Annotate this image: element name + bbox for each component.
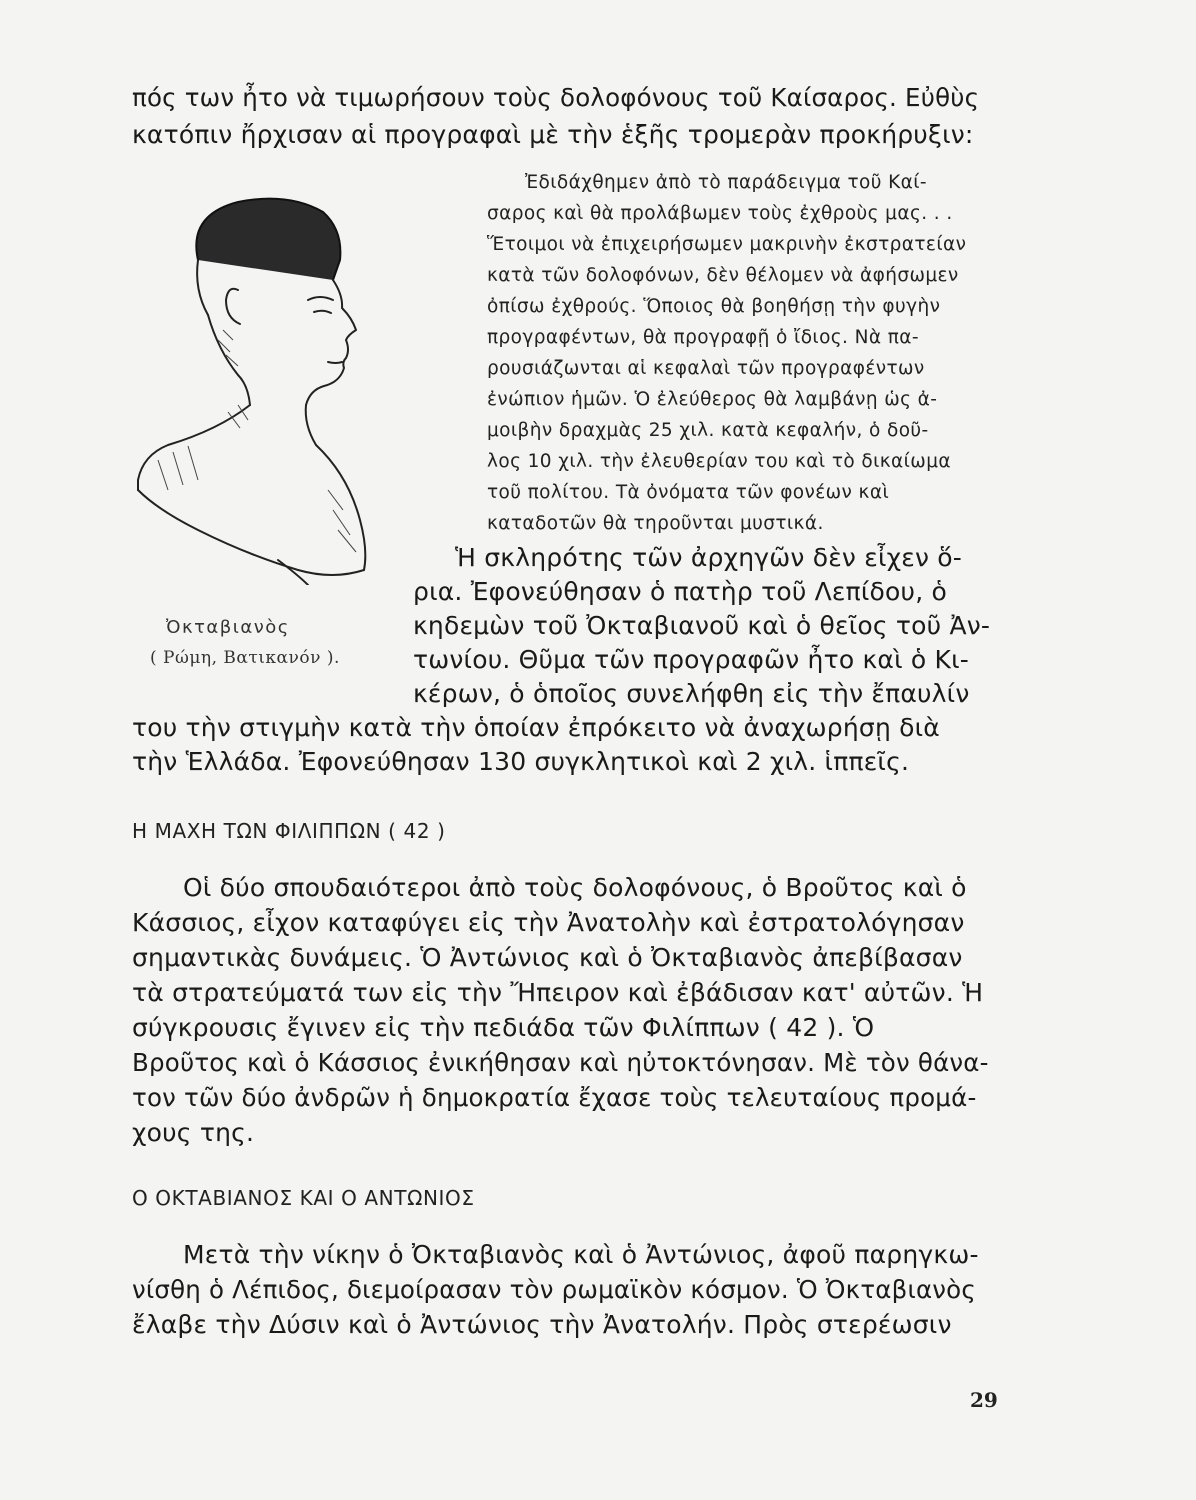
section-heading: Ο ΟΚΤΑΒΙΑΝΟΣ ΚΑΙ Ο ΑΝΤΩΝΙΟΣ — [132, 1186, 475, 1210]
text-line: Βροῦτος καὶ ὁ Κάσσιος ἐνικήθησαν καὶ ηὐτοκτόνησαν. Μὲ τὸν θάνα- — [132, 1048, 989, 1077]
quote-line: κατὰ τῶν δολοφόνων, δὲν θέλομεν νὰ ἀφήσωμεν — [487, 265, 959, 286]
text-line: τον τῶν δύο ἀνδρῶν ἡ δημοκρατία ἔχασε τοὺς τελευταίους προμά- — [132, 1083, 977, 1112]
text-line: Μετὰ τὴν νίκην ὁ Ὀκταβιανὸς καὶ ὁ Ἀντώνιος, ἀφοῦ παρηγκω- — [183, 1240, 979, 1269]
text-line: κηδεμὼν τοῦ Ὀκταβιανοῦ καὶ ὁ θεῖος τοῦ Ἀν- — [413, 611, 991, 640]
figure-caption-location: ( Ρώμη, Βατικανόν ). — [150, 648, 340, 668]
quote-line: Ἕτοιμοι νὰ ἐπιχειρήσωμεν μακρινὴν ἐκστρατείαν — [487, 234, 967, 255]
text-line: κέρων, ὁ ὁποῖος συνελήφθη εἰς τὴν ἔπαυλίν — [413, 679, 970, 708]
text-line: Ἡ σκληρότης τῶν ἀρχηγῶν δὲν εἶχεν ὅ- — [455, 543, 962, 572]
quote-line: καταδοτῶν θὰ τηροῦνται μυστικά. — [487, 513, 824, 534]
text-line: ρια. Ἐφονεύθησαν ὁ πατὴρ τοῦ Λεπίδου, ὁ — [413, 577, 947, 606]
quote-line: προγραφέντων, θὰ προγραφῇ ὁ ἴδιος. Νὰ πα- — [487, 327, 919, 348]
text-line: τὴν Ἑλλάδα. Ἐφονεύθησαν 130 συγκλητικοὶ καὶ 2 χιλ. ἱππεῖς. — [132, 747, 910, 776]
quote-line: Ἐδιδάχθημεν ἀπὸ τὸ παράδειγμα τοῦ Καί- — [525, 172, 927, 193]
section-heading: Η ΜΑΧΗ ΤΩΝ ΦΙΛΙΠΠΩΝ ( 42 ) — [132, 819, 446, 843]
text-line: χους της. — [132, 1118, 255, 1147]
text-line: σύγκρουσις ἔγινεν εἰς τὴν πεδιάδα τῶν Φιλίππων ( 42 ). Ὁ — [132, 1013, 875, 1042]
text-line: του τὴν στιγμὴν κατὰ τὴν ὁποίαν ἐπρόκειτο νὰ ἀναχωρήσῃ διὰ — [132, 713, 940, 742]
page-number: 29 — [970, 1388, 998, 1412]
quote-line: ἐνώπιον ἡμῶν. Ὁ ἐλεύθερος θὰ λαμβάνῃ ὡς ἀ- — [487, 389, 938, 410]
text-line: Οἱ δύο σπουδαιότεροι ἀπὸ τοὺς δολοφόνους, ὁ Βροῦτος καὶ ὁ — [183, 873, 967, 902]
quote-line: σαρος καὶ θὰ προλάβωμεν τοὺς ἐχθροὺς μας. . . — [487, 203, 953, 224]
text-line: τὰ στρατεύματά των εἰς τὴν Ἤπειρον καὶ ἐβάδισαν κατ' αὐτῶν. Ἡ — [132, 978, 984, 1007]
text-line: ἔλαβε τὴν Δύσιν καὶ ὁ Ἀντώνιος τὴν Ἀνατολήν. Πρὸς στερέωσιν — [132, 1310, 952, 1339]
text-line: Κάσσιος, εἶχον καταφύγει εἰς τὴν Ἀνατολὴν καὶ ἐστρατολόγησαν — [132, 908, 965, 937]
text-line: πός των ἦτο νὰ τιμωρήσουν τοὺς δολοφόνους τοῦ Καίσαρος. Εὐθὺς — [132, 83, 980, 112]
quote-line: μοιβὴν δραχμὰς 25 χιλ. κατὰ κεφαλήν, ὁ δοῦ- — [487, 420, 929, 441]
quote-line: λος 10 χιλ. τὴν ἐλευθερίαν του καὶ τὸ δικαίωμα — [487, 451, 951, 472]
octavian-bust-illustration — [128, 190, 390, 585]
quote-line: ρουσιάζωνται αἱ κεφαλαὶ τῶν προγραφέντων — [487, 358, 925, 379]
quote-line: ὀπίσω ἐχθρούς. Ὅποιος θὰ βοηθήσῃ τὴν φυγὴν — [487, 296, 941, 317]
text-line: σημαντικὰς δυνάμεις. Ὁ Ἀντώνιος καὶ ὁ Ὀκταβιανὸς ἀπεβίβασαν — [132, 943, 963, 972]
figure-caption-name: Ὀκταβιανὸς — [166, 617, 290, 638]
text-line: νίσθη ὁ Λέπιδος, διεμοίρασαν τὸν ρωμαϊκὸν κόσμον. Ὁ Ὀκταβιανὸς — [132, 1275, 976, 1304]
text-line: τωνίου. Θῦμα τῶν προγραφῶν ἦτο καὶ ὁ Κι- — [413, 645, 970, 674]
text-line: κατόπιν ἤρχισαν αἱ προγραφαὶ μὲ τὴν ἑξῆς τρομερὰν προκήρυξιν: — [132, 120, 974, 149]
quote-line: τοῦ πολίτου. Τὰ ὀνόματα τῶν φονέων καὶ — [487, 482, 890, 503]
